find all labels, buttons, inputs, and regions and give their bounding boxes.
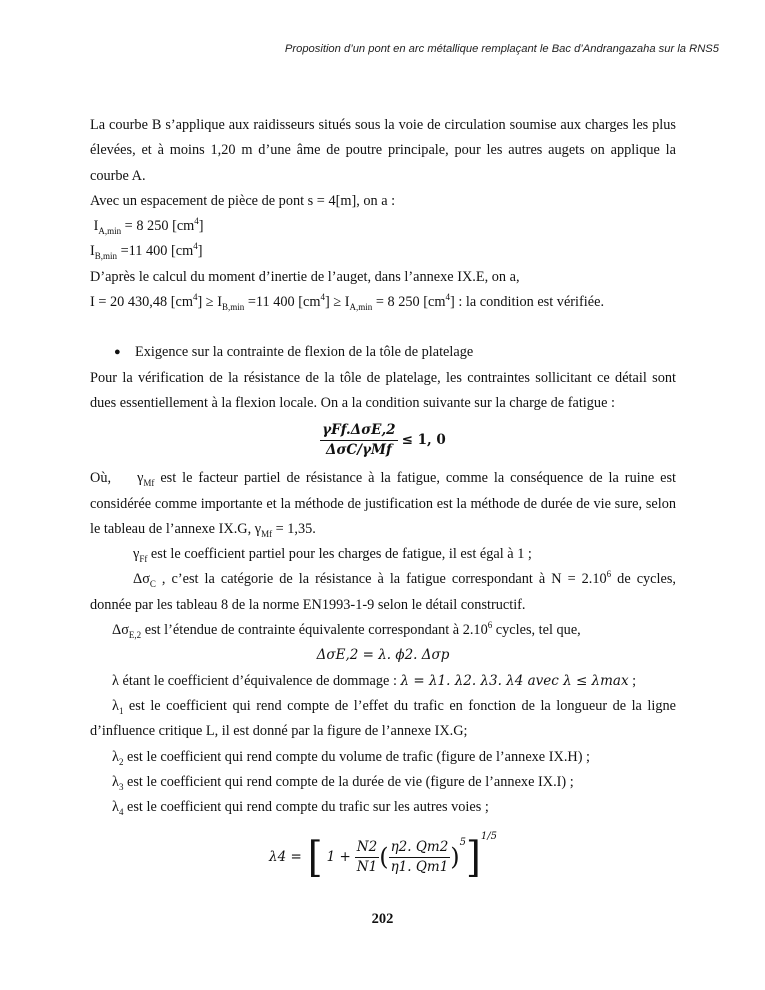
paragraph-delta-sigma-c: $\Delta\sigma_C$ , c’est la catégorie de la résistance à la fatigue correspondant à $N = 2.10^6$ de cycles, donnée par les tableau 8 de la norme EN1993-1-9 selon le détail constructif.	[90, 569, 676, 613]
left-paren: (	[379, 842, 389, 871]
paragraph-lambda-1: $\lambda_1$ est le coefficient qui rend compte de l’effet du trafic en fonction de la longueur de la ligne d’influence critique L, il est donné par la figure de l’annexe IX.G;	[90, 697, 676, 740]
paragraph-lambda-2: $\lambda_2$ est le coefficient qui rend compte du volume de trafic (figure de l’annexe IX.H) ;	[112, 748, 591, 767]
right-paren: )	[450, 842, 460, 871]
paragraph-lambda-3: $\lambda_3$ est le coefficient qui rend compte de la durée de vie (figure de l’annexe IX.I) ;	[112, 773, 574, 792]
fraction-eta: $\frac{\eta 2. Qm2}{\eta 1. Qm1}$	[390, 838, 449, 875]
formula-delta-sigma-e2: ΔσE,2 = λ. ϕ2. Δσp	[316, 647, 450, 664]
paragraph-espacement: Avec un espacement de pièce de pont s = 4[m], on a :	[90, 192, 396, 209]
fraction-n: $\frac{N2}{N1}$	[356, 838, 378, 875]
paragraph-lambda-4: $\lambda_4$ est le coefficient qui rend compte du trafic sur les autres voies ;	[112, 799, 489, 817]
paragraph-delta-sigma-e2: $\Delta\sigma_{E,2}$ est l’étendue de contrainte équivalente correspondant à 2.10$^6$ cycles, tel que,	[112, 620, 581, 640]
paragraph-gamma-ff: $\gamma_{Ff}$ est le coefficient partiel pour les charges de fatigue, il est égal à 1 ;	[133, 546, 532, 565]
formula-fatigue-fraction: $\frac{\text{γFf.ΔσE,2}}{\text{ΔσC/γMf}}$	[322, 421, 396, 458]
paragraph-lambda: λ étant le coefficient d’équivalence de dommage : λ = λ1. λ2. λ3. λ4 avec λ ≤ λmax ;	[112, 672, 637, 689]
paragraph-condition-verifiee: I = 20 430,48 $[cm^4] \ge I_{B,min} =11$ 400 $[cm^4] \ge I_{A,min} = 8$ 250 $[cm^4]$ : la condition est vérifiée.	[90, 292, 605, 312]
spacer	[90, 315, 676, 340]
paragraph-courbe-b: La courbe B s’applique aux raidisseurs situés sous la voie de circulation soumise aux charges les plus élevées, et à moins 1,20 m d’une âme de poutre principale, pour les autres augets on applique la courbe A.	[90, 117, 676, 184]
paragraph-verification: Pour la vérification de la résistance de la tôle de platelage, les contraintes sollicitant ce détail sont dues essentiellement à la flexion locale. On a la condition suivante sur la charge de fatigue :	[90, 369, 676, 411]
document-body	[90, 113, 676, 890]
paragraph-gamma-mf: Où, $\gamma_{Mf}$ est le facteur partiel de résistance à la fatigue, comme la conséquence de la ruine est considérée comme importante et la méthode de justification est la méthode de durée de vie sure, selon le tableau de l’annexe IX.G, $\gamma_{Mf} = 1,35$.	[90, 470, 676, 539]
value-ia-min: $I_{A,min} = 8$ 250 $[cm^4]$	[93, 216, 204, 237]
value-ib-min: $I_{B,min} =11$ 400 $[cm^4]$	[90, 241, 203, 262]
page-number: 202	[371, 911, 394, 927]
bullet-dot-icon: ●	[114, 346, 121, 359]
running-header: Proposition d’un pont en arc métallique remplaçant le Bac d’Andrangazaha sur la RNS5	[284, 43, 719, 55]
formula-fatigue-condition: $\frac{\text{γFf.ΔσE,2}}{\text{ΔσC/γMf}}$ ≤ 1, 0	[322, 421, 446, 458]
left-bracket: [	[307, 833, 323, 882]
formula-lambda-4: λ4 = [ 1 + $\frac{N2}{N1}$ ( $\frac{\eta 2. Qm2}{\eta 1. Qm1}$ ) $^5$ ] $^{1/5}$	[269, 831, 497, 882]
right-bracket: ]	[466, 833, 481, 882]
paragraph-moment-inertie: D’après le calcul du moment d’inertie de l’auget, dans l’annexe IX.E, on a,	[90, 268, 520, 285]
bullet-exigence: ● Exigence sur la contrainte de flexion de la tôle de platelage	[90, 340, 676, 365]
